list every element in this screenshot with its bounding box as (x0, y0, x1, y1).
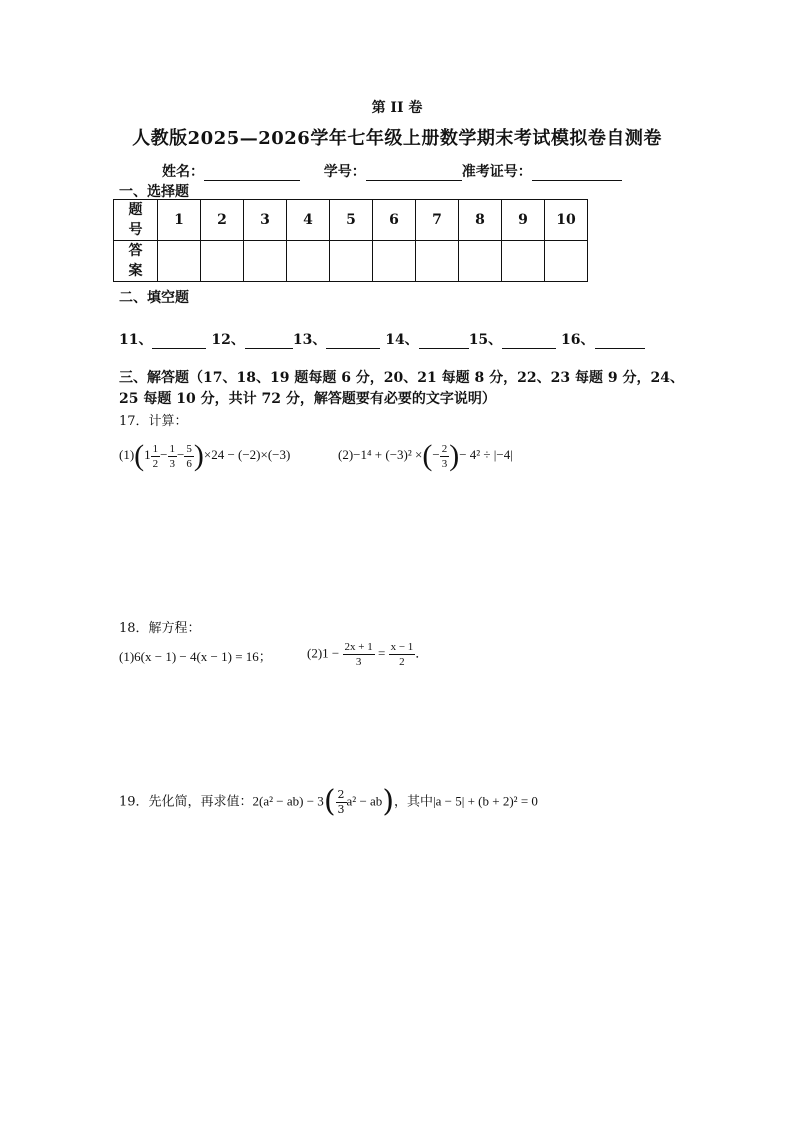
number-cell: 7 (416, 200, 459, 241)
blank-label: 14、 (385, 332, 419, 348)
header-char: 题 (128, 202, 143, 218)
id-label: 学号： (323, 164, 366, 180)
number-cell: 3 (244, 200, 287, 241)
answer-cell[interactable] (158, 241, 201, 282)
q17-p2-mid: −1⁴ + (−3)² × (353, 446, 423, 462)
paren-right: ) (382, 784, 395, 819)
q17-p1-prefix: (1) (119, 446, 135, 462)
number-cell: 6 (373, 200, 416, 241)
fill-blank[interactable] (152, 334, 206, 349)
blank-label: 12、 (211, 332, 245, 348)
q17-part1: (1)(1 $\frac{1}{2}$ − $\frac{1}{3}$ − $\frac{5}{6}$ )×24 − (−2)×(−3) (119, 439, 291, 472)
number-cell: 10 (545, 200, 588, 241)
section1-heading: 一、选择题 (119, 184, 189, 200)
answer-header-cell (114, 241, 158, 282)
fraction: $\frac{1}{2}$ (152, 442, 159, 470)
q19-label: 19．先化简，再求值： (119, 794, 253, 810)
fraction: $\frac{2x + 1}{3}$ (344, 641, 373, 668)
q18-label: 18．解方程： (119, 621, 201, 636)
fraction: $\frac{5}{6}$ (186, 442, 192, 470)
answer-cell[interactable] (287, 241, 330, 282)
answer-cell[interactable] (502, 241, 545, 282)
blank-label: 16、 (561, 332, 595, 348)
q18-part1: (1)6(x − 1) − 4(x − 1) = 16； (119, 649, 272, 664)
volume-label: 第 II 卷 (371, 100, 423, 116)
number-header-cell (114, 200, 158, 241)
answer-cell[interactable] (244, 241, 287, 282)
name-label: 姓名： (162, 164, 204, 180)
exam-title: 人教版2025—2026学年七年级上册数学期末考试模拟卷自测卷 (132, 128, 662, 149)
fill-blank[interactable] (326, 334, 380, 349)
fill-blank[interactable] (595, 334, 645, 349)
section2-heading: 二、填空题 (119, 290, 189, 306)
answer-row (114, 241, 588, 282)
q17-p1-tail: ×24 − (−2)×(−3) (203, 446, 291, 462)
q18-part2 (307, 640, 428, 669)
q19-cond-label: ，其中 (394, 794, 434, 810)
answer-table (113, 199, 588, 282)
blank-label: 15、 (468, 332, 503, 348)
fill-blank-row (119, 329, 645, 349)
period: ． (415, 645, 429, 661)
section3-heading-line2: 25 每题 10 分，共计 72 分，解答题要有必要的文字说明） (119, 391, 496, 407)
name-blank[interactable] (204, 166, 300, 181)
number-cell: 8 (459, 200, 502, 241)
fill-blank[interactable] (245, 334, 293, 349)
answer-cell[interactable] (416, 241, 459, 282)
number-row (114, 200, 588, 241)
number-cell: 1 (158, 200, 201, 241)
header-char: 号 (128, 222, 143, 238)
student-info-row (162, 161, 622, 181)
equals-sign: = (377, 645, 386, 661)
fill-blank[interactable] (502, 334, 556, 349)
fill-blank[interactable] (419, 334, 469, 349)
paren-left: ( (422, 439, 433, 472)
number-cell: 5 (330, 200, 373, 241)
q17-p2-prefix: (2) (338, 446, 354, 462)
paren-right: ) (449, 439, 460, 472)
paren-left: ( (134, 439, 145, 472)
header-char: 案 (128, 263, 143, 279)
blank-label: 13、 (292, 332, 327, 348)
ticket-blank[interactable] (532, 166, 622, 181)
q19-expr-b: a² − ab (346, 793, 383, 809)
answer-cell[interactable] (545, 241, 588, 282)
fraction: $\frac{2}{3}$ (337, 787, 345, 816)
fraction: $\frac{1}{3}$ (169, 442, 176, 470)
paren-right: ) (193, 439, 204, 472)
answer-cell[interactable] (330, 241, 373, 282)
q17-p2-tail: − 4² ÷ |−4| (459, 446, 513, 462)
ticket-label: 准考证号： (461, 164, 532, 180)
id-blank[interactable] (366, 166, 462, 181)
q17-label: 17．计算： (119, 414, 188, 429)
header-char: 答 (128, 243, 143, 259)
answer-cell[interactable] (201, 241, 244, 282)
q17-part2: (2)−1⁴ + (−3)² ×(− $\frac{2}{3}$ )− 4² ÷ |−4| (338, 439, 513, 472)
fraction: $\frac{2}{3}$ (441, 442, 448, 470)
paren-left: ( (323, 784, 336, 819)
blank-label: 11、 (119, 332, 153, 348)
answer-cell[interactable] (373, 241, 416, 282)
q19-condition: |a − 5| + (b + 2)² = 0 (433, 793, 538, 809)
section3-heading-line1: 三、解答题（17、18、19 题每题 6 分，20、21 每题 8 分，22、23 每题 9 分，24、 (119, 370, 684, 386)
fraction: $\frac{x - 1}{2}$ (390, 641, 414, 668)
q18-p2-prefix: (2)1 − (307, 645, 340, 661)
q19-expr-a: 2(a² − ab) − 3 (252, 793, 324, 809)
number-cell: 9 (502, 200, 545, 241)
number-cell: 4 (287, 200, 330, 241)
number-cell: 2 (201, 200, 244, 241)
q19-row (119, 784, 538, 819)
answer-cell[interactable] (459, 241, 502, 282)
